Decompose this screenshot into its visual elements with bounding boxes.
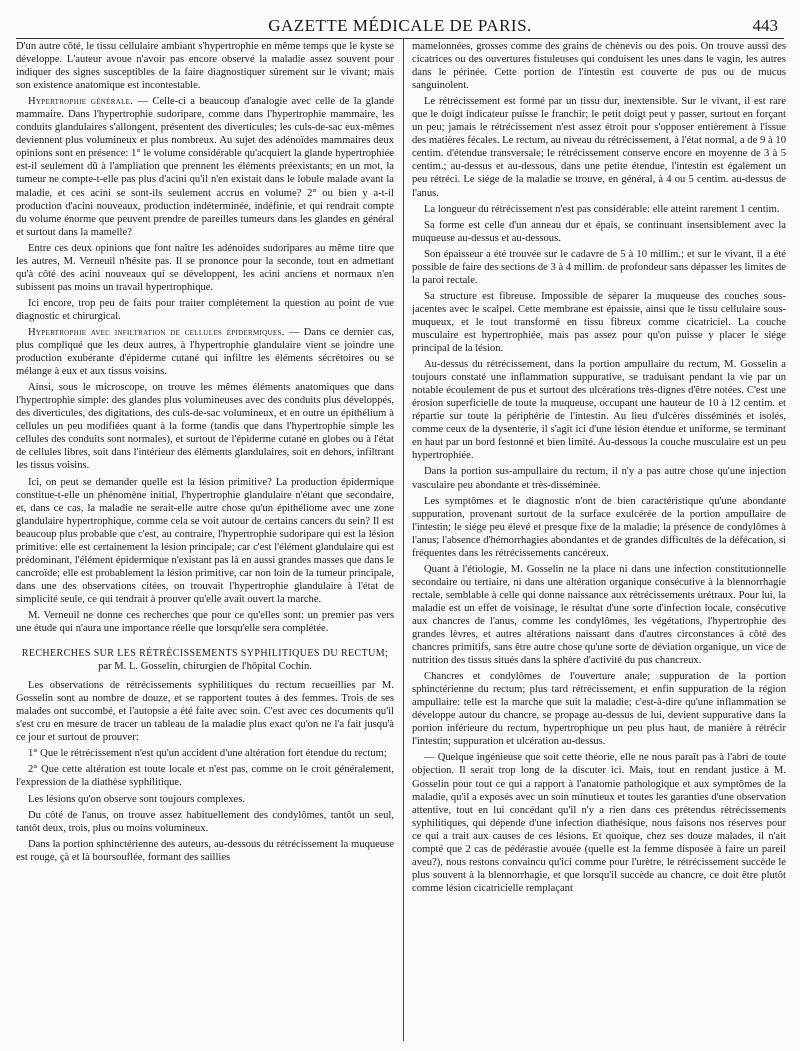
paragraph — [16, 326, 394, 378]
paragraph: Ici, on peut se demander quelle est la lésion primitive? La production épidermique constitue-t-elle un phénomène initial, l'hypertrophie glandulaire n'étant que secondaire, et, dans ce cas, la maladie ne serait-elle autre chose qu'un épithéliome avec une zone glandulaire hypertrophique, comme cela se voit autour de certains cancers du sein? Il est beaucoup plus probable que c'est, au contraire, l'hypertrophie sudoripare qui est la lésion primitive: elle est certainement la lésion principale; car c'est l'élément glandulaire qui est prédominant, l'élément épidermique n'existant pas là en aussi grandes masses que dans le cancroïde; elle est probablement la lésion primitive, car non loin de la tumeur principale, dans une des observations citées, on trouvait l'hypertrophie glandulaire à l'état de simplicité seule, ce qui tendrait à prouver qu'elle avait ouvert la marche. — [16, 476, 394, 605]
paragraph: Chancres et condylômes de l'ouverture anale; suppuration de la portion sphinctérienne du rectum; plus tard rétrécissement, et enfin suppuration de la région ampullaire: telle est la marche que suit la maladie; c'est-à-dire qu'une inflammation se développe autour du chancre, se propage au-dessus de lui, devient suppurative dans la portion inférieure du rectum, hypertrophique un peu plus haut, de manière à rétrécir l'intestin; suppuration et ulcération au-dessus. — [412, 671, 786, 748]
paragraph: M. Verneuil ne donne ces recherches que pour ce qu'elles sont: un premier pas vers une étude qui n'aura une importance réelle que lorsqu'elle sera complétée. — [16, 609, 394, 635]
paragraph: Du côté de l'anus, on trouve assez habituellement des condylômes, tantôt un seul, tantôt deux, trois, plus ou moins volumineux. — [16, 809, 394, 834]
paragraph: D'un autre côté, le tissu cellulaire ambiant s'hypertrophie en même temps que le kyste se développe. L'auteur avoue n'avoir pas encore observé la maladie assez souvent pour indiquer des signes susceptibles de la faire diagnostiquer sûrement sur le vivant; mais son existence anatomique est incontestable. — [16, 41, 394, 92]
paragraph: mamelonnées, grosses comme des grains de chènevis ou des pois. On trouve aussi des cicatrices ou des ouvertures fistuleuses qui conduisent les unes dans le vagin, les autres dans le périnée. Cette portion de l'intestin est couverte de pus ou de mucus sanguinolent. — [412, 41, 786, 92]
header-rule — [16, 38, 784, 39]
page-number: 443 — [752, 16, 778, 35]
paragraph — [16, 95, 394, 239]
paragraph: Les observations de rétrécissements syphilitiques du rectum recueillies par M. Gosselin sont au nombre de douze, et se rapportent toutes à des femmes. Trois de ses malades ont succombé, et l'autopsie a été faite avec soin. C'est avec ces documents qu'il s'est cru en mesure de tracer un tableau de la maladie plus exact qu'on ne l'a fait jusqu'à ce jour et surtout de prouver: — [16, 680, 394, 744]
paragraph: 1° Que le rétrécissement n'est qu'un accident d'une altération fort étendue du rectum; — [28, 748, 387, 760]
paragraph: Dans la portion sus-ampullaire du rectum, il n'y a pas autre chose qu'une injection vasculaire peu abondante et très-disséminée. — [412, 466, 786, 491]
left-column — [16, 40, 394, 1040]
paragraph: Le rétrécissement est formé par un tissu dur, inextensible. Sur le vivant, il est rare que le doigt indicateur puisse le franchir; le petit doigt peut y passer, surtout en forçant un peu; jamais le rétrécissement n'est assez étroit pour s'opposer entièrement à l'issue des matières fécales. Le rectum, au niveau du rétrécissement, à l'état normal, a de 9 à 10 centim. d'étendue transversale; le rétrécissement conserve encore en moyenne de 3 à 5 centim.; au-dessus et au-dessous, dans une petite étendue, l'intestin est également un peu rétréci. Le siége de la maladie se trouve, en général, à 4 ou 5 centim. au-dessus de l'anus. — [412, 96, 786, 199]
subheading: Hypertrophie avec infiltration de cellules épidermiques. — [28, 326, 285, 338]
paragraph: Sa structure est fibreuse. Impossible de séparer la muqueuse des couches sous-jacentes avec le scalpel. Cette membrane est épaissie, ainsi que le tissu cellulaire sous-muqueux, et le tout transformé en tissu fibreux comme cicatriciel. La couche musculaire est hypertrophiée, mais pas assez pour qu'on puisse y placer le siége principal de la lésion. — [412, 290, 786, 355]
subheading: Hypertrophie générale. — [28, 96, 134, 108]
paragraph: 2° Que cette altération est toute locale et n'est pas, comme on le croit généralement, l'expression de la diathèse syphilitique. — [16, 764, 394, 789]
paragraph: Son épaisseur a été trouvée sur le cadavre de 5 à 10 millim.; et sur le vivant, il a été possible de faire des sections de 3 à 4 millim. de profondeur sans dépasser les limites de la paroi rectale. — [412, 248, 786, 286]
paragraph: Quant à l'étiologie, M. Gosselin ne la place ni dans une infection constitutionnelle secondaire ou tertiaire, ni dans une altération organique consécutive à la blennorrhagie rectale, semblable à celle qui donne naissance aux rétrécissements urétraux. Pour lui, la maladie est un effet de voisinage, le résultat d'une sorte d'infection locale, consécutive aux chancres de l'anus, comme les condylômes, les végétations, l'hypertrophie des grandes lèvres, et autres altérations naissant dans d'autres circonstances à côté des chancres primitifs, sans être autre chose qu'une sorte de déviation organique, un vice de nutrition des tissus situés dans la sphère d'activité du pus chancreux. — [412, 563, 786, 667]
page-header — [16, 8, 784, 34]
paragraph-text: — Celle-ci a beaucoup d'analogie avec celle de la glande mammaire. Dans l'hypertrophie sudoripare, comme dans l'hypertrophie mammaire, les conduits glandulaires s'allongent, présentent des diverticules; les culs-de-sac eux-mêmes deviennent plus volumineux et plus nombreux. Au sujet des adénoïdes mammaires deux opinions sont en présence: 1° le volume considérable qu'acquiert la glande hypertrophiée est-il seulement dû à l'ampliation que prennent les éléments préexistants; en un mot, la tumeur ne compte-t-elle pas plus d'acini qu'il n'en existait dans le lobule malade avant la maladie, et ces acini se sont-ils seulement accrus en volume? 2° ou bien y a-t-il production d'acini nouveaux, production indéterminée, indéfinie, et qui rendrait compte du volume énorme que peuvent prendre de pareilles tumeurs dans les glandes en général et surtout dans la mamelle? — [16, 96, 394, 238]
article-title: RECHERCHES SUR LES RÉTRÉCISSEMENTS SYPHILITIQUES DU RECTUM; — [21, 648, 389, 660]
article-heading — [16, 647, 394, 673]
paragraph: Au-dessus du rétrécissement, dans la portion ampullaire du rectum, M. Gosselin a toujours constaté une inflammation suppurative, se traduisant pendant la vie par un notable écoulement de pus et surtout des ulcérations très-dignes d'être notées. C'est une érosion superficielle de toute la muqueuse, occupant une hauteur de 10 à 12 centim. et répartie sur toute la périphérie de l'intestin. Au lieu d'ulcères disséminés et isolés, comme ceux de la dysenterie, il s'agit ici d'une lésion étendue et uniforme, se terminant en haut par un bord festonné et bien limité. Au-dessous la couche musculaire est un peu hypertrophiée. — [412, 359, 786, 462]
paragraph: Les lésions qu'on observe sont toujours complexes. — [28, 793, 245, 805]
right-column — [412, 40, 786, 1040]
paragraph-text: — Dans ce dernier cas, plus compliqué que les deux autres, à l'hypertrophie glandulaire vient se joindre une production exubérante d'épiderme cutané qui infiltre les éléments sécrétoires ou se mélange à eux et aux tissus voisins. — [16, 326, 394, 378]
paragraph: Dans la portion sphinctérienne des auteurs, au-dessous du rétrécissement la muqueuse est rouge, çà et là boursouflée, formant des saillies — [16, 838, 394, 863]
journal-title: GAZETTE MÉDICALE DE PARIS. — [268, 16, 532, 35]
paragraph: Ici encore, trop peu de faits pour traiter complétement la question au point de vue diagnostic et chirurgical. — [16, 297, 394, 322]
paragraph: Entre ces deux opinions que font naître les adénoïdes sudoripares au même titre que les autres, M. Verneuil n'hésite pas. Il se prononce pour la seconde, tout en admettant qu'à côté des acini nouveaux qui se développent, les acini anciens et normaux n'en subissent pas moins un travail hypertrophique. — [16, 242, 394, 293]
paragraph: — Quelque ingénieuse que soit cette théorie, elle ne nous paraît pas à l'abri de toute objection. Il serait trop long de la discuter ici. Mais, tout en rendant justice à M. Gosselin pour tout ce qui a rapport à l'anatomie pathologique et aux symptômes de la maladie, qu'il a exposés avec un soin minutieux et toutes les garanties d'une observation attentive, tout en lui concédant qu'il n'y a rien dans ces prétendus rétrécissements syphilitiques, qui dépende d'une infection diathésique, nous faisons nos réserves pour ce qui a trait aux causes de ces lésions. Et quoique, chez ses douze malades, il n'ait compté que 2 cas de pédérastie avouée (quelle est la femme disposée à faire un pareil aveu?), nous restons convaincu qu'ici comme pour l'urètre, le rétrécissement succède le plus souvent à la blennorrhagie, et que lorsqu'il succède au chancre, ce doit être plutôt comme lésion cicatricielle remplaçant — [412, 752, 786, 894]
column-divider — [403, 38, 404, 1041]
paragraph: La longueur du rétrécissement n'est pas considérable: elle atteint rarement 1 centim. — [424, 203, 780, 215]
paragraph: Les symptômes et le diagnostic n'ont de bien caractéristique qu'une abondante suppuration, provenant surtout de la surface exulcérée de la portion ampullaire de l'intestin; le siége peu élevé et presque fixe de la maladie; la présence de condylômes à l'anus; l'absence d'hémorrhagies abondantes et de grandes difficultés de la défécation, si fréquentes dans les rétrécissements cancéreux. — [412, 495, 786, 559]
paragraph: Ainsi, sous le microscope, on trouve les mêmes éléments anatomiques que dans l'hypertrophie simple: des glandes plus volumineuses avec des conduits plus développés, des diverticules, des digitations, des culs-de-sac volumineux, et en outre un épithélium à cellules un peu modifiées quant à la forme (tandis que dans l'hypertrophie simple les cellules des conduits sont normales), et surtout de l'épiderme cutané en globes ou à l'état de cellules libres, soit dans l'intérieur des éléments glandulaires, soit en dehors, infiltrant les tissus voisins. — [16, 382, 394, 472]
article-author: par M. L. Gosselin, chirurgien de l'hôpital Cochin. — [98, 661, 312, 673]
paragraph: Sa forme est celle d'un anneau dur et épais, se continuant insensiblement avec la muqueuse au-dessus et au-dessous. — [412, 219, 786, 244]
